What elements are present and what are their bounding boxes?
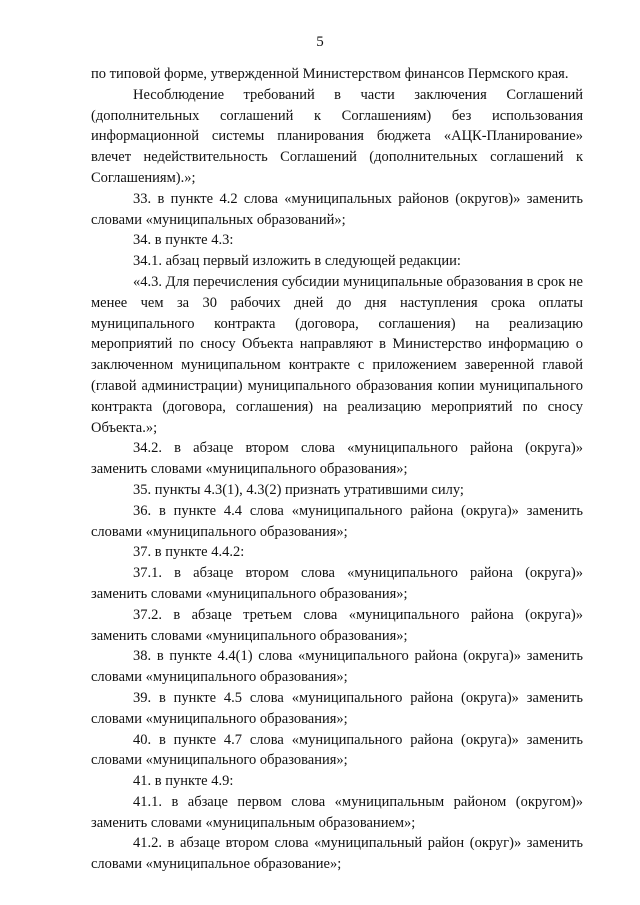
paragraph-3: 33. в пункте 4.2 слова «муниципальных районов (округов)» заменить словами «муниципальных образований»; — [91, 190, 583, 228]
paragraph-15: 40. в пункте 4.7 слова «муниципального района (округа)» заменить словами «муниципального образования»; — [91, 731, 583, 769]
paragraph-6: «4.3. Для перечисления субсидии муниципальные образования в срок не менее чем за 30 рабочих дней до дня наступления срока оплаты муниципального контракта (договора, соглашения) на реализацию мероприятий по сносу Объекта направляют в Министерство информацию о заключенном муниципальном контракте с приложением заверенной главой (главой администрации) муниципального образования копии муниципального контракта (договора, соглашения) на реализацию мероприятий по сносу Объекта.»; — [91, 273, 583, 436]
paragraph-14: 39. в пункте 4.5 слова «муниципального района (округа)» заменить словами «муниципального образования»; — [91, 689, 583, 727]
page-number: 5 — [316, 34, 324, 50]
paragraph-16: 41. в пункте 4.9: — [133, 773, 234, 790]
paragraph-5: 34.1. абзац первый изложить в следующей редакции: — [133, 253, 461, 270]
paragraph-4: 34. в пункте 4.3: — [133, 232, 234, 249]
paragraph-12: 37.2. в абзаце третьем слова «муниципального района (округа)» заменить словами «муниципального образования»; — [91, 606, 583, 644]
paragraph-1: по типовой форме, утвержденной Министерством финансов Пермского края. — [91, 66, 569, 82]
paragraph-18: 41.2. в абзаце втором слова «муниципальный район (округ)» заменить словами «муниципальное образование»; — [91, 835, 583, 873]
paragraph-13: 38. в пункте 4.4(1) слова «муниципального района (округа)» заменить словами «муниципального образования»; — [91, 648, 583, 686]
paragraph-11: 37.1. в абзаце втором слова «муниципального района (округа)» заменить словами «муниципального образования»; — [91, 565, 583, 602]
paragraph-8: 35. пункты 4.3(1), 4.3(2) признать утратившими силу; — [133, 481, 464, 498]
paragraph-10: 37. в пункте 4.4.2: — [133, 544, 245, 561]
document-body — [91, 64, 583, 875]
paragraph-7: 34.2. в абзаце втором слова «муниципального района (округа)» заменить словами «муниципального образования»; — [91, 440, 583, 478]
paragraph-9: 36. в пункте 4.4 слова «муниципального района (округа)» заменить словами «муниципального образования»; — [91, 502, 583, 540]
paragraph-2: Несоблюдение требований в части заключения Соглашений (дополнительных соглашений к Соглашениям) без использования информационной системы планирования бюджета «АЦК-Планирование» влечет недействительность Соглашений (дополнительных соглашений к Соглашениям).»; — [91, 86, 583, 186]
paragraph-17: 41.1. в абзаце первом слова «муниципальным районом (округом)» заменить словами «муниципальным образованием»; — [91, 793, 583, 831]
